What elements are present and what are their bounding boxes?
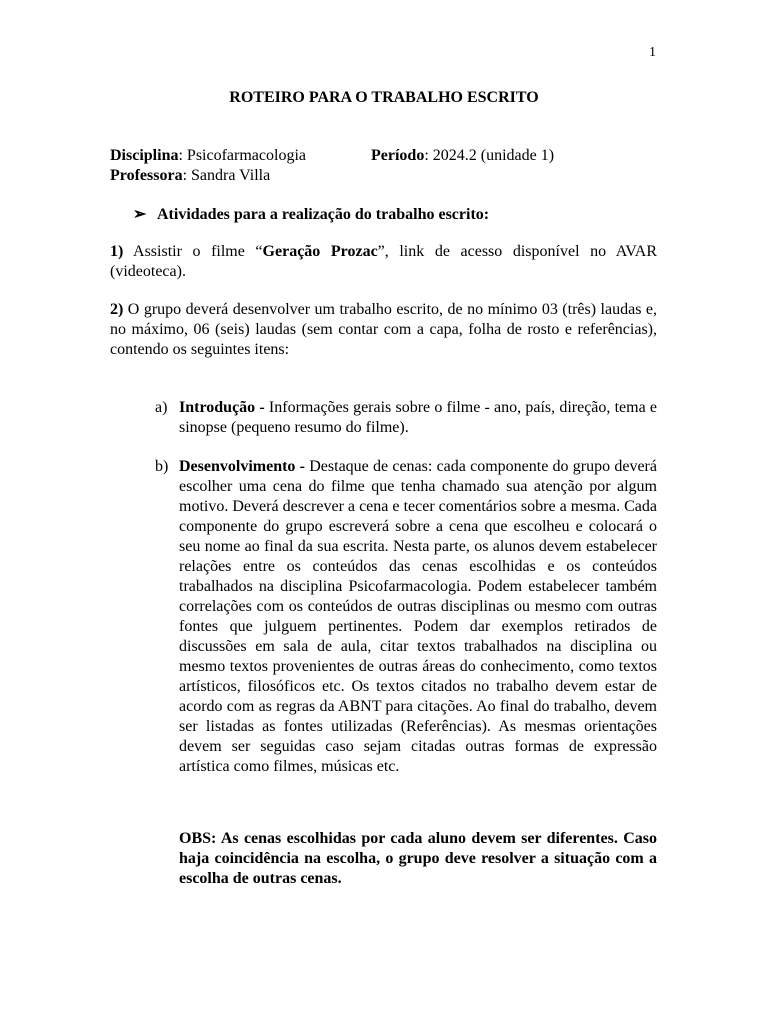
item-2 (110, 300, 657, 360)
discipline-value: : Psicofarmacologia (178, 147, 306, 164)
discipline-label: Disciplina (110, 147, 179, 164)
discipline-row (110, 146, 670, 166)
section-heading-text: Atividades para a realização do trabalho escrito: (157, 206, 490, 223)
item-2-text: O grupo deverá desenvolver um trabalho escrito, de no mínimo 03 (três) laudas e, no máximo, 06 (seis) laudas (sem contar com a capa, folha de rosto e referências), contendo os seguintes itens: (110, 301, 657, 358)
sub-item-a (155, 398, 657, 438)
sub-item-a-text: Informações gerais sobre o filme - ano, país, direção, tema e sinopse (pequeno resumo do filme). (179, 399, 657, 436)
professor-row (110, 166, 670, 186)
sub-item-b (155, 457, 657, 777)
sub-item-b-marker: b) (155, 458, 169, 475)
obs-note: OBS: As cenas escolhidas por cada aluno devem ser diferentes. Caso haja coincidência na escolha, o grupo deve resolver a situação com a escolha de outras cenas. (179, 830, 657, 887)
film-title: Geração Prozac (262, 243, 378, 260)
item-2-number: 2) (110, 301, 124, 318)
item-1 (110, 242, 657, 282)
page-number: 1 (649, 45, 656, 60)
professor-label: Professora (110, 167, 183, 184)
sub-item-a-label: Introdução - (179, 399, 265, 416)
item-1-number: 1) (110, 243, 124, 260)
period-label: Período (371, 147, 425, 164)
sub-item-a-marker: a) (155, 399, 168, 416)
section-heading (133, 205, 489, 225)
professor-value: : Sandra Villa (182, 167, 271, 184)
document-title: ROTEIRO PARA O TRABALHO ESCRITO (229, 89, 539, 106)
item-1-text-after: ”, link de acesso disponível no AVAR (videoteca). (110, 243, 658, 280)
arrow-bullet-icon: ➢ (133, 206, 147, 223)
course-info (110, 146, 670, 186)
sub-item-b-text: Destaque de cenas: cada componente do grupo deverá escolher uma cena do filme que tenha chamado sua atenção por algum motivo. Deverá descrever a cena e tecer comentários sobre a mesma. Cada componente do grupo escreverá sobre a cena que escolheu e colocará o seu nome ao final da sua escrita. Nesta parte, os alunos devem estabelecer relações entre os conteúdos das cenas escolhidas e os conteúdos trabalhados na disciplina Psicofarmacologia. Podem estabelecer também correlações com os conteúdos de outras disciplinas ou mesmo com outras fontes que julguem pertinentes. Podem dar exemplos retirados de discussões em sala de aula, citar textos trabalhados na disciplina ou mesmo textos provenientes de outras áreas do conhecimento, como textos artísticos, filosóficos etc. Os textos citados no trabalho devem estar de acordo com as regras da ABNT para citações. Ao final do trabalho, devem ser listadas as fontes utilizadas (Referências). As mesmas orientações devem ser seguidas caso sejam citadas outras formas de expressão artística como filmes, músicas etc. (179, 458, 657, 775)
period (371, 146, 554, 166)
item-1-text-before: Assistir o filme “ (123, 243, 263, 260)
period-value: : 2024.2 (unidade 1) (424, 147, 555, 164)
sub-item-b-label: Desenvolvimento - (179, 458, 305, 475)
